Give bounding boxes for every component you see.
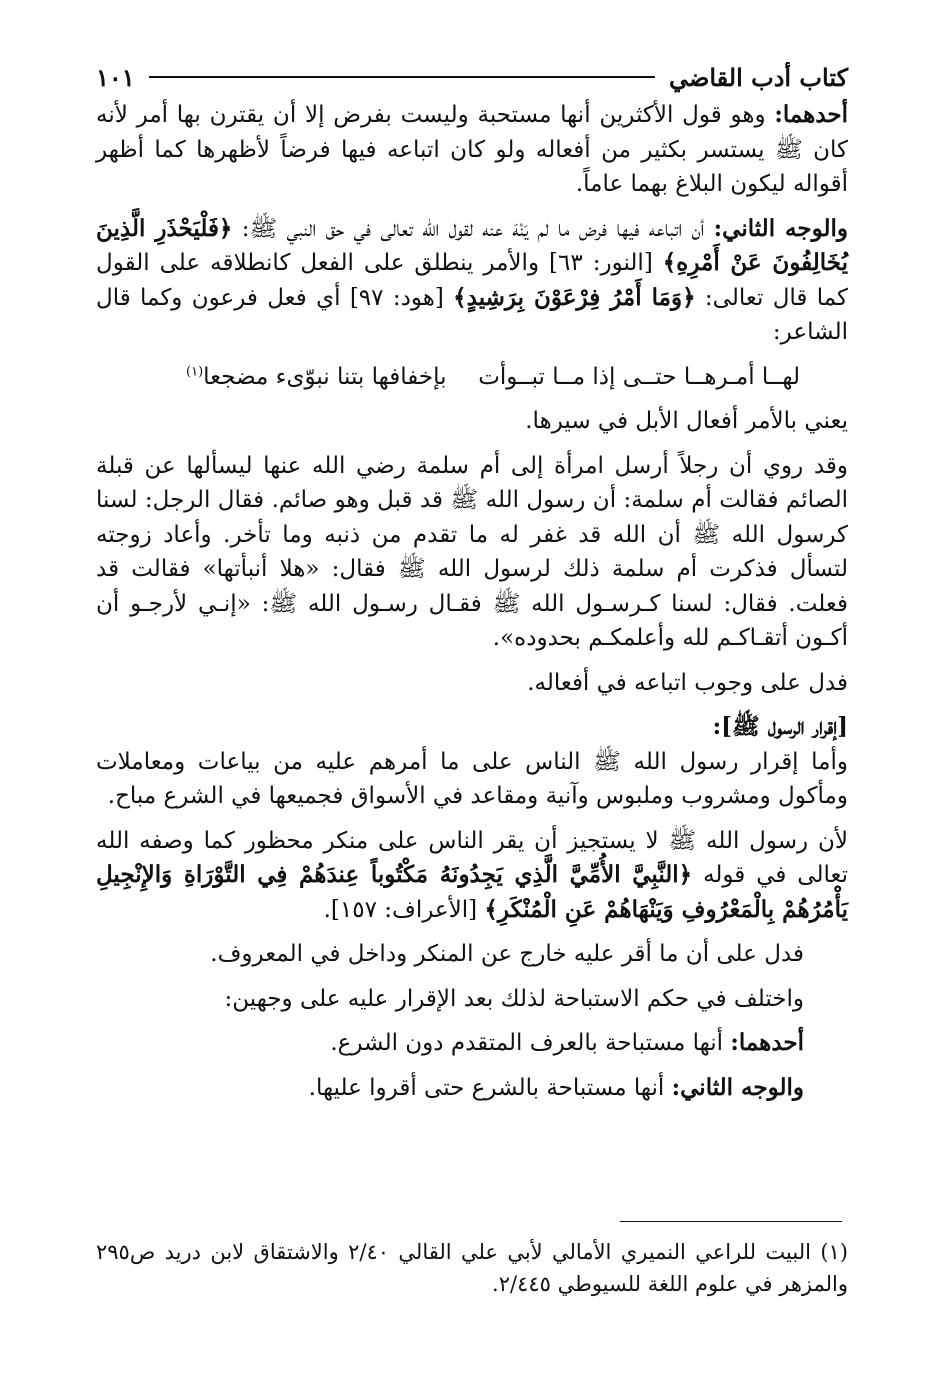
paragraph-text: أن اتباعه فيها فرض ما لم يَنْهَ عنه لقول الله تعالى في حق النبي ﷺ: (232, 215, 714, 242)
quran-verse: ﴿النَّبِيَّ الأُمِّيَّ الَّذِي يَجِدُونَهُ مَكْتُوباً عِندَهُمْ فِي التَّوْرَاةِ وَالإِنْجِيلِ يَأْمُرُهُمْ بِالْمَعْرُوفِ وَيَنْهَاهُمْ عَنِ الْمُنْكَرِ﴾ (96, 861, 848, 923)
paragraph-text: [النور: ٦٣] والأمر ينطلق على الفعل كانطلاقه على القول كما قال تعالى: (96, 250, 848, 311)
spacer (96, 814, 848, 824)
paragraph-first-view (96, 98, 848, 202)
running-header (96, 62, 848, 92)
header-rule (149, 76, 655, 78)
spacer (96, 700, 848, 710)
spacer (96, 394, 848, 404)
paragraph-text: أنها مستباحة بالعرف المتقدم دون الشرع. (330, 1030, 731, 1056)
spacer (96, 439, 848, 449)
paragraph-text: أنها مستباحة بالشرع حتى أقروا عليها. (308, 1074, 672, 1101)
footnote-separator (620, 1221, 842, 1222)
paragraph-inference: فدل على أن ما أقر عليه خارج عن المنكر وداخل في المعروف. (210, 941, 804, 967)
verse-hemistich-second (186, 360, 447, 395)
footnote-entry: (١) البيت للراعي النميري الأمالي لأبي علي القالي ٢/٤٠ والاشتقاق لابن دريد ص٢٩٥ والمزهر في علوم اللغة للسيوطي ٢/٤٤٥. (96, 1240, 848, 1296)
paragraph-second-view (96, 212, 848, 350)
paragraph-lead: أحدهما: (730, 1029, 804, 1056)
paragraph-evidence (96, 824, 848, 928)
quran-verse: ﴿وَمَا أَمْرُ فِرْعَوْنَ بِرَشِيدٍ﴾ (453, 283, 696, 311)
paragraph-approval: وأما إقرار رسول الله ﷺ الناس على ما أمرهم عليه من بياعات ومعاملات ومأكول ومشروب وملبوس وآنية ومقاعد في الأسواق فجميعها في الشرع مباح. (96, 748, 848, 809)
paragraph-lead: والوجه الثاني: (671, 1073, 804, 1101)
paragraph-lead: والوجه الثاني: (713, 214, 848, 242)
paragraph-text: وهو قول الأكثرين أنها مستحبة وليست بفرض إلا أن يقترن بها أمر لأنه كان ﷺ يستسر بكثير من أفعاله ولو كان اتباعه فيها فرضاً لأظهرها كما أظهر أقواله ليكون البلاغ بهما عاماً. (96, 102, 848, 197)
paragraph-view-two (96, 1071, 848, 1106)
paragraph-disagreement: واختلف في حكم الاستباحة لذلك بعد الإقرار عليه على وجهين: (224, 985, 804, 1012)
spacer (96, 202, 848, 212)
paragraph-text: لأن رسول الله ﷺ لا يستجيز أن يقر الناس على منكر محظور كما وصفه الله تعالى في قوله (96, 827, 848, 888)
spacer (96, 656, 848, 666)
poetry-verse (96, 360, 848, 395)
paragraph-text: [هود: ٩٧] أي فعل فرعون وكما قال الشاعر: (96, 284, 848, 345)
paragraph-text: [الأعراف: ١٥٧]. (323, 896, 485, 923)
footnote-section (96, 1236, 848, 1300)
paragraph-lead: أحدهما: (774, 101, 848, 128)
paragraph-explanation: يعني بالأمر أفعال الأبل في سيرها. (525, 408, 848, 434)
verse-hemistich-text: بإخفافها بتنا نبوّىء مضجعا (203, 363, 447, 390)
spacer (96, 350, 848, 360)
spacer (96, 972, 848, 982)
verse-hemistich-first: لهــا أمـرهــا حتــى إذا مــا تبــوأت (478, 363, 800, 390)
book-title: كتاب أدب القاضي (668, 62, 848, 92)
quran-verse: ﴿فَلْيَحْذَرِ الَّذِينَ يُخَالِفُونَ عَنْ أَمْرِهِ﴾ (96, 214, 849, 276)
footnote-marker: (١) (186, 363, 204, 379)
spacer (96, 927, 848, 937)
spacer (96, 1061, 848, 1071)
paragraph-view-one (96, 1026, 848, 1061)
section-heading: [إقرار الرسول ﷺ]: (712, 713, 848, 740)
main-text (96, 98, 848, 1105)
paragraph-hadith: وقد روي أن رجلاً أرسل امرأة إلى أم سلمة رضي الله عنها ليسألها عن قبلة الصائم فقالت أم سلمة: أن رسول الله ﷺ قد قبل وهو صائم. فقال الرجل: لسنا كرسول الله ﷺ أن الله قد غفر له ما تقدم من ذنبه وما تأخر. وأعاد زوجته لتسأل فذكرت أم سلمة ذلك لرسول الله ﷺ فقال: «هلا أنبأتها» فقالت قد فعلت. فقال: لسنا كـرسـول الله ﷺ فقـال رسـول الله ﷺ: «إنـي لأرجـو أن أكـون أتقـاكـم لله وأعلمكـم بحدوده». (96, 452, 848, 651)
page-number: ١٠١ (96, 62, 135, 92)
paragraph-conclusion: فدل على وجوب اتباعه في أفعاله. (527, 669, 848, 696)
spacer (96, 1016, 848, 1026)
